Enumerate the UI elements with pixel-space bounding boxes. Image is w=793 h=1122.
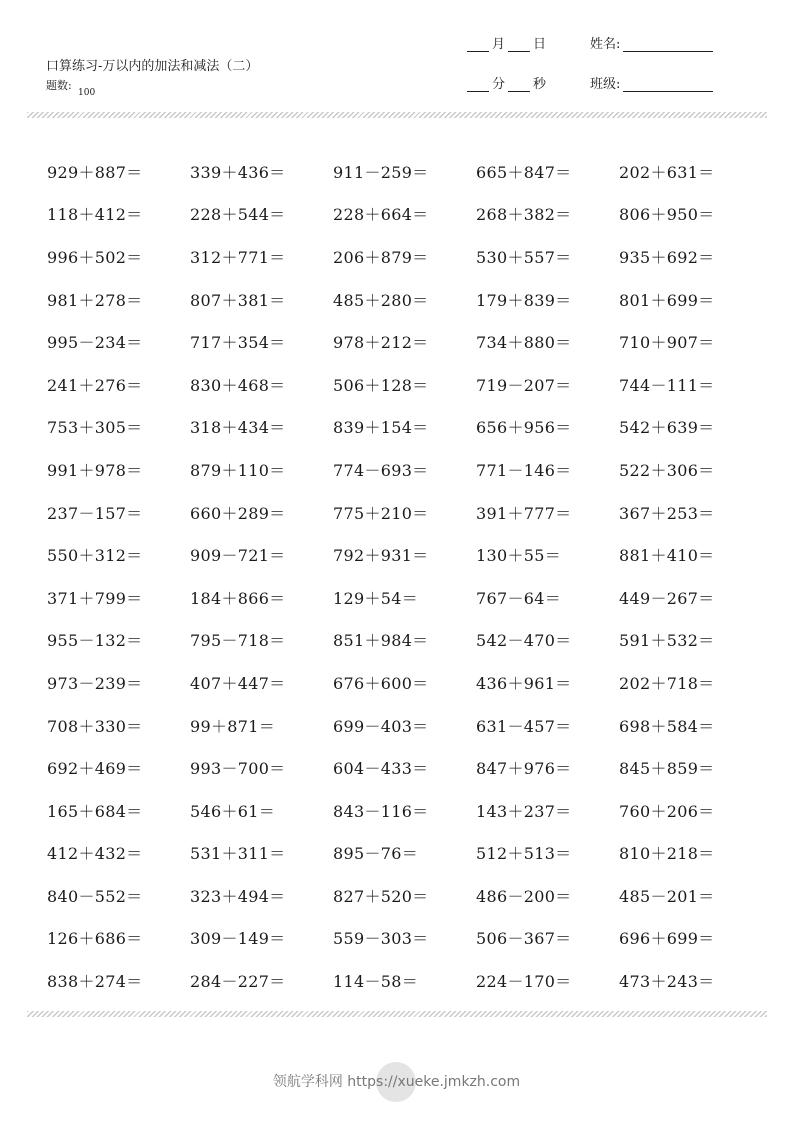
problem-item: 656＋956＝ bbox=[476, 418, 572, 438]
problem-item: 591＋532＝ bbox=[619, 631, 715, 651]
problem-item: 911－259＝ bbox=[333, 162, 429, 182]
problem-row bbox=[47, 448, 767, 491]
problem-item: 309－149＝ bbox=[190, 929, 286, 949]
problem-item: 995－234＝ bbox=[47, 333, 143, 353]
problem-item: 512＋513＝ bbox=[476, 844, 572, 864]
problem-item: 806＋950＝ bbox=[619, 205, 715, 225]
problem-item: 698＋584＝ bbox=[619, 716, 715, 736]
problem-item: 719－207＝ bbox=[476, 375, 572, 395]
problem-item: 744－111＝ bbox=[619, 375, 715, 395]
problem-item: 845＋859＝ bbox=[619, 759, 715, 779]
problem-item: 323＋494＝ bbox=[190, 886, 286, 906]
problem-item: 118＋412＝ bbox=[47, 205, 143, 225]
problem-row bbox=[47, 235, 767, 278]
second-label: 秒 bbox=[533, 77, 547, 92]
problem-item: 810＋218＝ bbox=[619, 844, 715, 864]
problem-item: 542＋639＝ bbox=[619, 418, 715, 438]
bottom-divider bbox=[27, 1011, 767, 1017]
problem-row bbox=[47, 576, 767, 619]
problem-item: 485－201＝ bbox=[619, 886, 715, 906]
minute-label: 分 bbox=[492, 77, 506, 92]
problem-item: 559－303＝ bbox=[333, 929, 429, 949]
class-field bbox=[590, 73, 716, 92]
month-blank[interactable] bbox=[467, 41, 489, 52]
problem-row bbox=[47, 832, 767, 875]
problem-row bbox=[47, 150, 767, 193]
problem-item: 881＋410＝ bbox=[619, 546, 715, 566]
problem-item: 929＋887＝ bbox=[47, 162, 143, 182]
problem-item: 237－157＝ bbox=[47, 503, 143, 523]
problem-row bbox=[47, 704, 767, 747]
problem-item: 542－470＝ bbox=[476, 631, 572, 651]
problem-item: 506＋128＝ bbox=[333, 375, 429, 395]
problem-item: 412＋432＝ bbox=[47, 844, 143, 864]
problem-item: 436＋961＝ bbox=[476, 673, 572, 693]
problem-row bbox=[47, 320, 767, 363]
problem-item: 827＋520＝ bbox=[333, 886, 429, 906]
problem-item: 795－718＝ bbox=[190, 631, 286, 651]
problem-item: 531＋311＝ bbox=[190, 844, 286, 864]
problem-item: 978＋212＝ bbox=[333, 333, 429, 353]
problem-item: 371＋799＝ bbox=[47, 588, 143, 608]
problem-row bbox=[47, 789, 767, 832]
problem-item: 312＋771＝ bbox=[190, 247, 286, 267]
second-blank[interactable] bbox=[508, 81, 530, 92]
top-divider bbox=[27, 112, 767, 118]
problem-row bbox=[47, 661, 767, 704]
problem-row bbox=[47, 533, 767, 576]
day-label: 日 bbox=[533, 37, 547, 52]
month-label: 月 bbox=[492, 37, 506, 52]
problem-item: 760＋206＝ bbox=[619, 801, 715, 821]
problem-item: 830＋468＝ bbox=[190, 375, 286, 395]
problem-item: 708＋330＝ bbox=[47, 716, 143, 736]
problem-item: 522＋306＝ bbox=[619, 460, 715, 480]
problem-row bbox=[47, 746, 767, 789]
problem-item: 202＋631＝ bbox=[619, 162, 715, 182]
problem-item: 179＋839＝ bbox=[476, 290, 572, 310]
problem-item: 485＋280＝ bbox=[333, 290, 429, 310]
problem-row bbox=[47, 491, 767, 534]
problem-item: 955－132＝ bbox=[47, 631, 143, 651]
problem-item: 696＋699＝ bbox=[619, 929, 715, 949]
problem-item: 126＋686＝ bbox=[47, 929, 143, 949]
problem-item: 699－403＝ bbox=[333, 716, 429, 736]
problem-item: 165＋684＝ bbox=[47, 801, 143, 821]
problem-item: 981＋278＝ bbox=[47, 290, 143, 310]
problem-item: 895－76＝ bbox=[333, 844, 418, 864]
problem-item: 228＋544＝ bbox=[190, 205, 286, 225]
footer-source[interactable]: 领航学科网 https://xueke.jmkzh.com bbox=[272, 1074, 521, 1090]
problem-item: 449－267＝ bbox=[619, 588, 715, 608]
class-blank[interactable] bbox=[623, 81, 713, 92]
problem-item: 801＋699＝ bbox=[619, 290, 715, 310]
problem-item: 774－693＝ bbox=[333, 460, 429, 480]
problem-item: 268＋382＝ bbox=[476, 205, 572, 225]
problem-item: 792＋931＝ bbox=[333, 546, 429, 566]
problem-item: 550＋312＝ bbox=[47, 546, 143, 566]
name-label: 姓名: bbox=[590, 37, 621, 52]
problem-item: 284－227＝ bbox=[190, 972, 286, 992]
question-count-value: 100 bbox=[78, 88, 96, 98]
problem-item: 318＋434＝ bbox=[190, 418, 286, 438]
problem-item: 473＋243＝ bbox=[619, 972, 715, 992]
problem-item: 143＋237＝ bbox=[476, 801, 572, 821]
problem-row bbox=[47, 278, 767, 321]
problem-item: 840－552＝ bbox=[47, 886, 143, 906]
problem-item: 206＋879＝ bbox=[333, 247, 429, 267]
problem-item: 339＋436＝ bbox=[190, 162, 286, 182]
problem-row bbox=[47, 193, 767, 236]
problem-item: 184＋866＝ bbox=[190, 588, 286, 608]
problem-item: 486－200＝ bbox=[476, 886, 572, 906]
problem-item: 973－239＝ bbox=[47, 673, 143, 693]
problem-item: 717＋354＝ bbox=[190, 333, 286, 353]
problem-row bbox=[47, 917, 767, 960]
problem-item: 935＋692＝ bbox=[619, 247, 715, 267]
problem-item: 676＋600＝ bbox=[333, 673, 429, 693]
problem-item: 631－457＝ bbox=[476, 716, 572, 736]
problem-item: 767－64＝ bbox=[476, 588, 561, 608]
problem-item: 991＋978＝ bbox=[47, 460, 143, 480]
problem-item: 847＋976＝ bbox=[476, 759, 572, 779]
problem-item: 407＋447＝ bbox=[190, 673, 286, 693]
problem-item: 710＋907＝ bbox=[619, 333, 715, 353]
problem-item: 771－146＝ bbox=[476, 460, 572, 480]
problem-item: 775＋210＝ bbox=[333, 503, 429, 523]
problem-item: 114－58＝ bbox=[333, 972, 418, 992]
problem-item: 807＋381＝ bbox=[190, 290, 286, 310]
minute-blank[interactable] bbox=[467, 81, 489, 92]
problem-item: 391＋777＝ bbox=[476, 503, 572, 523]
problem-item: 367＋253＝ bbox=[619, 503, 715, 523]
date-field bbox=[464, 33, 546, 52]
problem-item: 530＋557＝ bbox=[476, 247, 572, 267]
problem-item: 838＋274＝ bbox=[47, 972, 143, 992]
problem-item: 753＋305＝ bbox=[47, 418, 143, 438]
problem-item: 241＋276＝ bbox=[47, 375, 143, 395]
problem-item: 909－721＝ bbox=[190, 546, 286, 566]
problem-row bbox=[47, 406, 767, 449]
problem-item: 879＋110＝ bbox=[190, 460, 286, 480]
class-label: 班级: bbox=[590, 77, 621, 92]
problem-item: 851＋984＝ bbox=[333, 631, 429, 651]
problem-row bbox=[47, 619, 767, 662]
problem-item: 665＋847＝ bbox=[476, 162, 572, 182]
problem-row bbox=[47, 959, 767, 1002]
problem-item: 506－367＝ bbox=[476, 929, 572, 949]
time-field bbox=[464, 73, 546, 92]
question-count-label: 题数: bbox=[46, 79, 72, 92]
problem-item: 660＋289＝ bbox=[190, 503, 286, 523]
problem-item: 224－170＝ bbox=[476, 972, 572, 992]
problem-item: 546＋61＝ bbox=[190, 801, 275, 821]
worksheet-title: 口算练习-万以内的加法和减法（二） bbox=[46, 59, 259, 74]
problem-item: 130＋55＝ bbox=[476, 546, 561, 566]
problem-item: 202＋718＝ bbox=[619, 673, 715, 693]
problem-item: 604－433＝ bbox=[333, 759, 429, 779]
name-field bbox=[590, 33, 716, 52]
problem-item: 734＋880＝ bbox=[476, 333, 572, 353]
problem-item: 129＋54＝ bbox=[333, 588, 418, 608]
problem-row bbox=[47, 363, 767, 406]
problem-item: 692＋469＝ bbox=[47, 759, 143, 779]
problem-item: 996＋502＝ bbox=[47, 247, 143, 267]
problem-item: 228＋664＝ bbox=[333, 205, 429, 225]
day-blank[interactable] bbox=[508, 41, 530, 52]
problem-item: 993－700＝ bbox=[190, 759, 286, 779]
problem-item: 843－116＝ bbox=[333, 801, 429, 821]
name-blank[interactable] bbox=[623, 41, 713, 52]
problem-item: 99＋871＝ bbox=[190, 716, 275, 736]
problem-row bbox=[47, 874, 767, 917]
problem-item: 839＋154＝ bbox=[333, 418, 429, 438]
problem-grid bbox=[47, 150, 767, 1002]
